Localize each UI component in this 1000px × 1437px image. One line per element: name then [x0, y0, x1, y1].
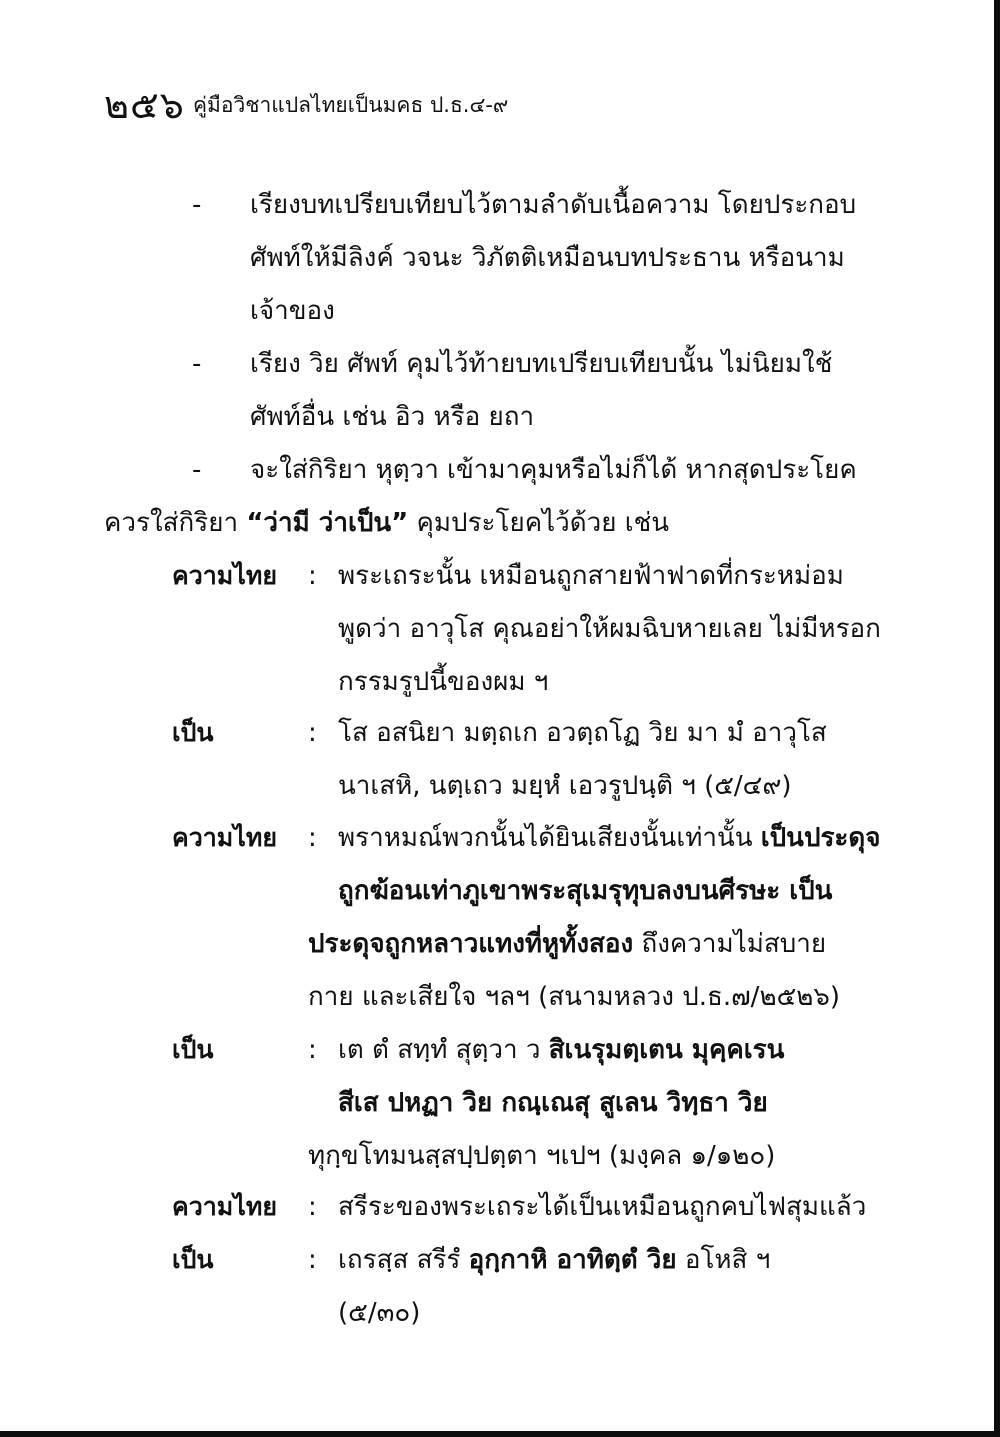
ex3-thai-line-1: สรีระของพระเถระได้เป็นเหมือนถูกคบไฟสุมแล้ว: [338, 1192, 867, 1222]
ex3-pali-line-1: เถรสฺส สรีรํ อุกฺกาหิ อาทิตฺตํ วิย อโหสิ ฯ: [338, 1245, 771, 1275]
bullet-1-line-2: ศัพท์ให้มีลิงค์ วจนะ วิภัตติเหมือนบทประธาน หรือนาม: [250, 243, 845, 273]
bold-phrase: “ว่ามี ว่าเป็น”: [246, 508, 409, 538]
colon: :: [308, 561, 317, 591]
colon: :: [308, 1035, 317, 1065]
bullet-3-continuation: ควรใส่กิริยา “ว่ามี ว่าเป็น” คุมประโยคไว้ด้วย เช่น: [104, 508, 670, 538]
ex1-pali-line-1: โส อสนิยา มตฺถเก อวตฺถโฏ วิย มา มํ อาวุโส: [338, 718, 827, 748]
label-thai: ความไทย: [172, 561, 277, 590]
label-pali: เป็น: [172, 1035, 214, 1064]
ex2-thai-line-1: พราหมณ์พวกนั้นได้ยินเสียงนั้นเท่านั้น เป็นประดุจ: [338, 823, 881, 853]
colon: :: [308, 718, 317, 748]
colon: :: [308, 1192, 317, 1222]
bullet-1-line-3: เจ้าของ: [250, 296, 335, 326]
bullet-1-line-1: เรียงบทเปรียบเทียบไว้ตามลำดับเนื้อความ โดยประกอบ: [250, 190, 857, 220]
ex1-thai-line-3: กรรมรูปนี้ของผม ฯ: [338, 667, 549, 697]
bullet-dash: -: [192, 455, 202, 485]
label-pali: เป็น: [172, 1245, 214, 1274]
bullet-dash: -: [192, 190, 202, 220]
ex1-thai-line-1: พระเถระนั้น เหมือนถูกสายฟ้าฟาดที่กระหม่อม: [338, 561, 844, 591]
label-thai: ความไทย: [172, 823, 277, 852]
ex2-pali-line-3: ทุกฺขโทมนสฺสปฺปตฺตา ฯเปฯ (มงฺคล ๑/๑๒๐): [308, 1141, 776, 1171]
bullet-2-line-1: เรียง วิย ศัพท์ คุมไว้ท้ายบทเปรียบเทียบนั้น ไม่นิยมใช้: [250, 349, 833, 379]
colon: :: [308, 823, 317, 853]
ex2-thai-line-2: ถูกฆ้อนเท่าภูเขาพระสุเมรุทุบลงบนศีรษะ เป็น: [338, 876, 833, 906]
ex3-pali-line-2: (๕/๓๐): [338, 1298, 421, 1328]
ex1-thai-line-2: พูดว่า อาวุโส คุณอย่าให้ผมฉิบหายเลย ไม่มีหรอก: [338, 614, 881, 644]
label-thai: ความไทย: [172, 1192, 277, 1221]
book-title: คู่มือวิชาแปลไทยเป็นมคธ ป.ธ.๔-๙: [192, 93, 509, 117]
label-pali: เป็น: [172, 718, 214, 747]
page-number: ๒๕๖: [104, 83, 185, 127]
ex2-thai-line-3: ประดุจถูกหลาวแทงที่หูทั้งสอง ถึงความไม่สบาย: [308, 929, 827, 959]
bullet-dash: -: [192, 349, 202, 379]
ex2-thai-line-4: กาย และเสียใจ ฯลฯ (สนามหลวง ป.ธ.๗/๒๕๒๖): [308, 982, 841, 1012]
bullet-3-line-1: จะใส่กิริยา หุตฺวา เข้ามาคุมหรือไม่ก็ได้ หากสุดประโยค: [250, 455, 857, 485]
colon: :: [308, 1245, 317, 1275]
bullet-2-line-2: ศัพท์อื่น เช่น อิว หรือ ยถา: [250, 402, 535, 432]
ex1-pali-line-2: นาเสหิ, นตฺเถว มยฺหํ เอวรูปนฺติ ฯ (๕/๔๙): [338, 771, 792, 801]
ex2-pali-line-1: เต ตํ สทฺทํ สุตฺวา ว สิเนรุมตฺเตน มุคฺคเรน: [338, 1035, 785, 1065]
running-header: [104, 74, 508, 135]
ex2-pali-line-2: สีเส ปหฏา วิย กณฺเณสุ สูเลน วิทฺธา วิย: [338, 1088, 768, 1118]
